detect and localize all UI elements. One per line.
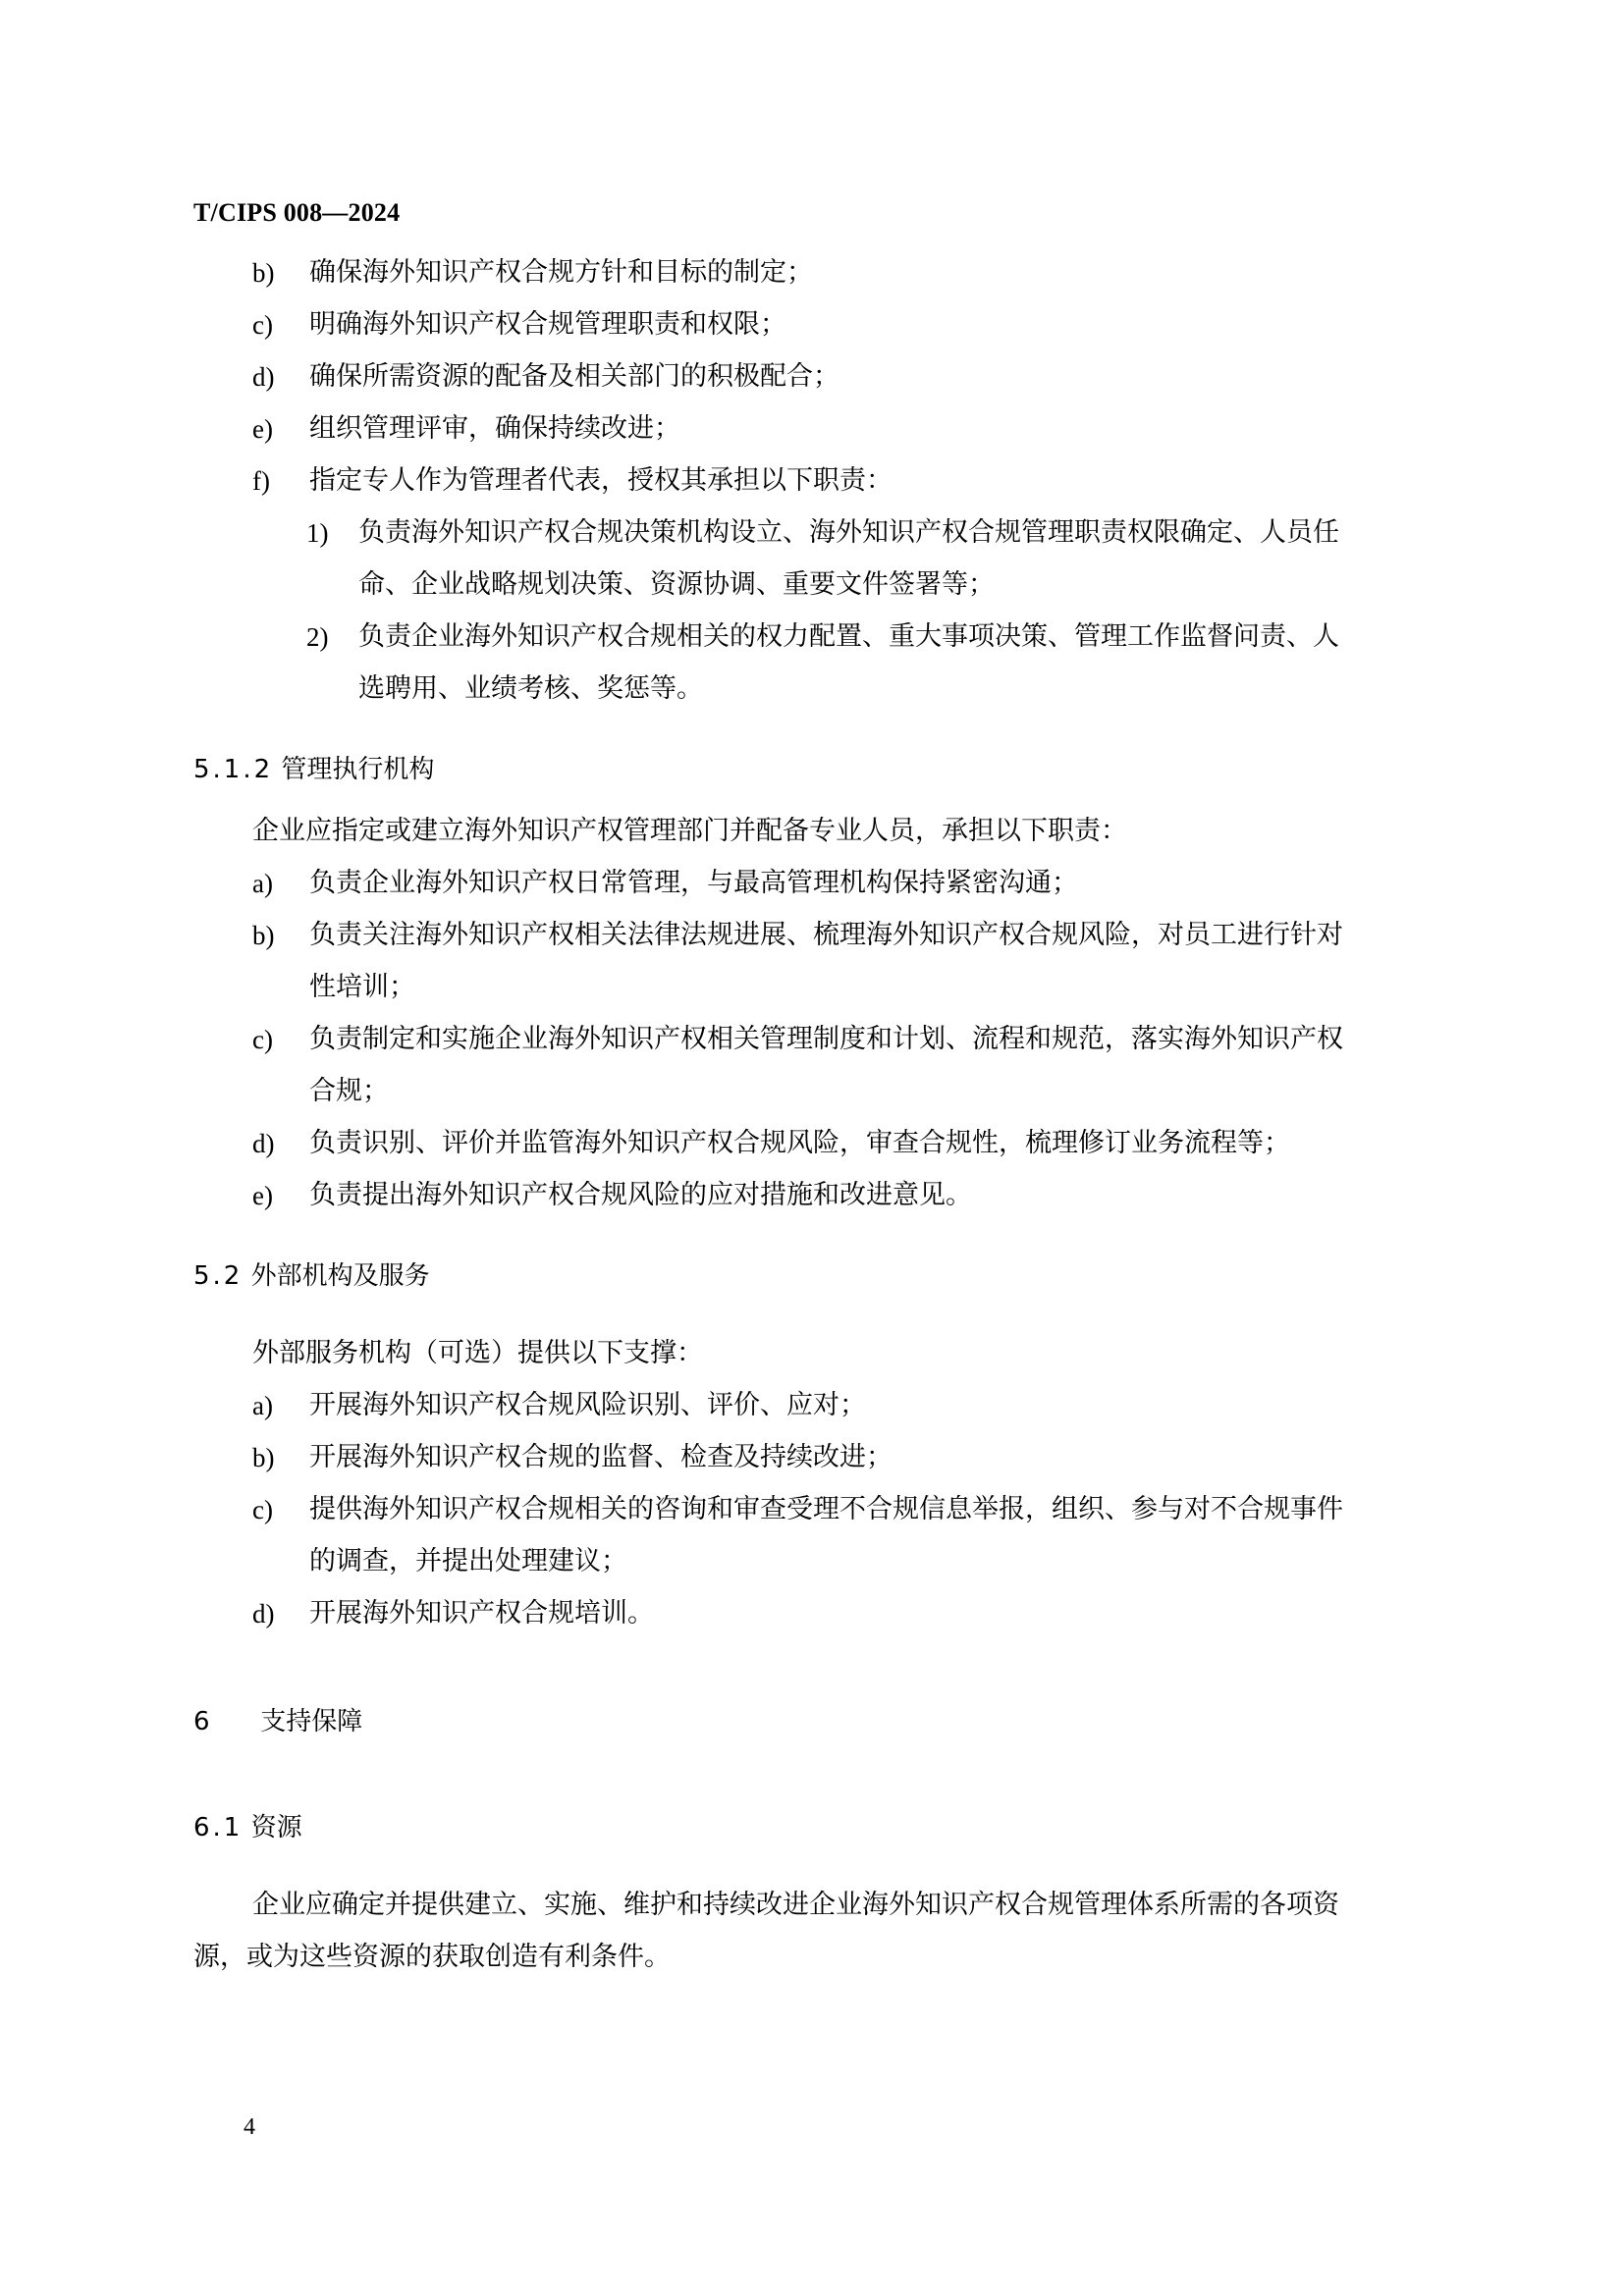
list-marker: b) [252, 258, 275, 288]
list-marker: b) [252, 921, 275, 950]
sublist-marker: 1) [306, 518, 329, 548]
list-marker: a) [252, 1391, 273, 1420]
list-item-text: 负责提出海外知识产权合规风险的应对措施和改进意见。 [309, 1180, 972, 1210]
list-item-text: 指定专人作为管理者代表，授权其承担以下职责： [309, 465, 893, 496]
section-number: 5.1.2 [193, 755, 274, 784]
section-number: 5.2 [193, 1261, 244, 1291]
list-item-text: 性培训； [309, 972, 415, 1002]
section-title: 资源 [250, 1813, 302, 1842]
section-intro: 企业应指定或建立海外知识产权管理部门并配备专业人员，承担以下职责： [252, 816, 1127, 846]
section-title: 支持保障 [260, 1707, 363, 1736]
sublist-item-text: 命、企业战略规划决策、资源协调、重要文件签署等； [358, 569, 995, 600]
section-intro: 外部服务机构（可选）提供以下支撑： [252, 1338, 703, 1368]
list-item-text: 负责企业海外知识产权日常管理，与最高管理机构保持紧密沟通； [309, 868, 1078, 898]
body-paragraph-line: 企业应确定并提供建立、实施、维护和持续改进企业海外知识产权合规管理体系所需的各项资 [252, 1890, 1339, 1920]
page-number: 4 [244, 2114, 255, 2140]
list-marker: c) [252, 1025, 273, 1054]
sublist-marker: 2) [306, 622, 329, 652]
section-title: 外部机构及服务 [250, 1261, 430, 1291]
sublist-item-text: 选聘用、业绩考核、奖惩等。 [358, 673, 703, 704]
list-marker: d) [252, 1599, 275, 1629]
list-marker: c) [252, 310, 273, 340]
section-number: 6.1 [193, 1813, 244, 1842]
list-item-text: 确保所需资源的配备及相关部门的积极配合； [309, 361, 839, 392]
list-marker: d) [252, 362, 275, 392]
body-paragraph-line: 源，或为这些资源的获取创造有利条件。 [193, 1942, 671, 1972]
list-item-text: 合规； [309, 1076, 389, 1106]
list-item-text: 的调查，并提出处理建议； [309, 1546, 627, 1576]
list-marker: d) [252, 1129, 275, 1158]
section-heading-6-1 [193, 1808, 302, 1847]
list-item-text: 提供海外知识产权合规相关的咨询和审查受理不合规信息举报，组织、参与对不合规事件 [309, 1494, 1343, 1524]
list-marker: e) [252, 414, 273, 444]
list-marker: f) [252, 466, 270, 496]
list-item-text: 负责制定和实施企业海外知识产权相关管理制度和计划、流程和规范，落实海外知识产权 [309, 1024, 1343, 1054]
document-code: T/CIPS 008—2024 [193, 198, 401, 227]
list-item-text: 组织管理评审，确保持续改进； [309, 413, 680, 444]
section-heading-5-2 [193, 1256, 430, 1296]
list-item-text: 开展海外知识产权合规的监督、检查及持续改进； [309, 1442, 893, 1472]
list-marker: a) [252, 869, 273, 898]
list-item-text: 负责关注海外知识产权相关法律法规进展、梳理海外知识产权合规风险，对员工进行针对 [309, 920, 1343, 950]
list-item-text: 负责识别、评价并监管海外知识产权合规风险，审查合规性，梳理修订业务流程等； [309, 1128, 1290, 1158]
section-title: 管理执行机构 [281, 755, 435, 784]
section-heading-6 [193, 1702, 362, 1741]
list-marker: c) [252, 1495, 273, 1524]
list-item-text: 明确海外知识产权合规管理职责和权限； [309, 309, 786, 340]
section-number: 6 [193, 1707, 213, 1736]
list-item-text: 开展海外知识产权合规培训。 [309, 1598, 654, 1629]
list-marker: b) [252, 1443, 275, 1472]
section-heading-5-1-2 [193, 750, 434, 789]
list-item-text: 开展海外知识产权合规风险识别、评价、应对； [309, 1390, 866, 1420]
list-marker: e) [252, 1181, 273, 1210]
list-item-text: 确保海外知识产权合规方针和目标的制定； [309, 257, 813, 288]
sublist-item-text: 负责企业海外知识产权合规相关的权力配置、重大事项决策、管理工作监督问责、人 [358, 621, 1339, 652]
sublist-item-text: 负责海外知识产权合规决策机构设立、海外知识产权合规管理职责权限确定、人员任 [358, 517, 1339, 548]
